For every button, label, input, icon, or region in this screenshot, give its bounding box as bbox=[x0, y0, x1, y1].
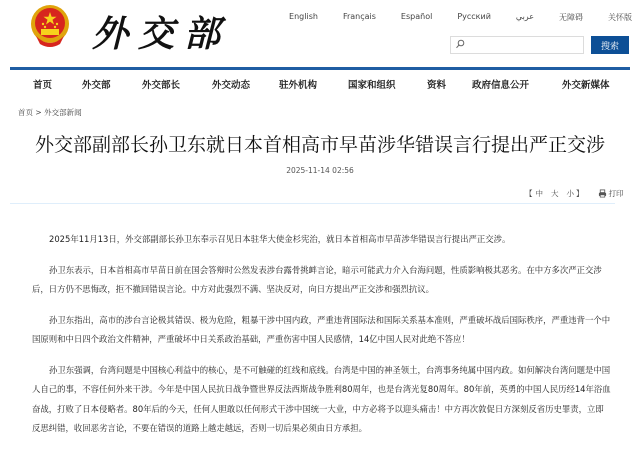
nav-resources[interactable]: 资料 bbox=[427, 80, 447, 91]
article-title: 外交部副部长孙卫东就日本首相高市早苗涉华错误言行提出严正交涉 bbox=[34, 134, 605, 156]
search-icon bbox=[455, 39, 465, 49]
font-size-small[interactable]: 小 bbox=[566, 189, 576, 198]
lang-russian[interactable]: Русский bbox=[457, 12, 491, 21]
lang-english[interactable]: English bbox=[289, 12, 318, 21]
main-nav bbox=[0, 72, 640, 96]
article-divider bbox=[10, 203, 615, 204]
search-input[interactable] bbox=[450, 36, 584, 54]
print-button[interactable] bbox=[598, 188, 624, 199]
font-bracket-close: 】 bbox=[576, 189, 584, 198]
font-size-large[interactable]: 大 bbox=[551, 189, 561, 198]
lang-spanish[interactable]: Español bbox=[400, 12, 433, 21]
breadcrumb-current[interactable]: 外交部新闻 bbox=[44, 108, 82, 117]
nav-ministry[interactable]: 外交部 bbox=[82, 80, 111, 91]
lang-arabic[interactable]: عربي bbox=[515, 12, 534, 21]
language-bar bbox=[264, 12, 632, 23]
nav-new-media[interactable]: 外交新媒体 bbox=[562, 80, 610, 91]
printer-icon bbox=[598, 189, 607, 198]
search-button[interactable]: 搜索 bbox=[591, 36, 629, 54]
font-bracket-open: 【 bbox=[525, 189, 533, 198]
breadcrumb-home[interactable]: 首页 bbox=[18, 108, 33, 117]
nav-missions-abroad[interactable]: 驻外机构 bbox=[279, 80, 318, 91]
article-paragraph: 孙卫东强调，台湾问题是中国核心利益中的核心，是不可触碰的红线和底线。台湾是中国的神圣领土，台湾事务纯属中国内政。如何解决台湾问题是中国人自己的事，不容任何外来干涉。今年是中国人民抗日战争暨世界反法西斯战争胜利80周年，也是台湾光复80周年。80年前，英勇的中国人民历经14年浴血奋战，打败了日本侵略者。80年后的今天，任何人胆敢以任何形式干涉中国统一大业，中方必将予以迎头痛击！中方再次敦促日方深刻反省历史罪责，立即反思纠错，收回恶劣言论，不要在错误的道路上越走越远，否则一切后果必须由日方承担。 bbox=[32, 364, 611, 433]
article-paragraph: 孙卫东指出，高市的涉台言论极其错误、极为危险，粗暴干涉中国内政，严重违背国际法和国际关系基本准则，严重破坏战后国际秩序，严重违背一个中国原则和中日四个政治文件精神，严重破坏中日关系政治基础，严重伤害中国人民感情，14亿中国人民对此绝不答应！ bbox=[32, 314, 611, 344]
nav-diplomatic-news[interactable]: 外交动态 bbox=[212, 80, 251, 91]
breadcrumb-separator: > bbox=[35, 108, 42, 117]
nav-countries-orgs[interactable]: 国家和组织 bbox=[348, 80, 396, 91]
nav-minister[interactable]: 外交部长 bbox=[142, 80, 181, 91]
lang-french[interactable]: Français bbox=[342, 12, 376, 21]
print-label: 打印 bbox=[608, 189, 624, 198]
breadcrumb bbox=[18, 107, 82, 118]
care-mode-link[interactable]: 关怀版 bbox=[608, 13, 632, 22]
nav-home[interactable]: 首页 bbox=[33, 80, 53, 91]
national-emblem-icon[interactable] bbox=[28, 4, 72, 50]
header-divider bbox=[10, 67, 630, 70]
accessibility-link[interactable]: 无障碍 bbox=[559, 13, 583, 22]
article-paragraph: 孙卫东表示，日本首相高市早苗日前在国会答辩时公然发表涉台露骨挑衅言论，暗示可能武力介入台海问题，性质影响极其恶劣。在中方多次严正交涉后，日方仍不思悔改，拒不撤回错误言论。中方对此强烈不满、坚决反对，向日方提出严正交涉和强烈抗议。 bbox=[32, 264, 602, 294]
site-header bbox=[0, 0, 640, 66]
nav-gov-info[interactable]: 政府信息公开 bbox=[472, 80, 530, 91]
site-logo-calligraphy[interactable]: 外交部 bbox=[92, 13, 231, 55]
font-size-medium[interactable]: 中 bbox=[535, 189, 545, 198]
article-paragraph: 2025年11月13日，外交部副部长孙卫东奉示召见日本驻华大使金杉宪治，就日本首相高市早苗涉华错误言行提出严正交涉。 bbox=[49, 234, 511, 244]
article-tools bbox=[525, 188, 624, 199]
article-date: 2025-11-14 02:56 bbox=[286, 166, 354, 175]
